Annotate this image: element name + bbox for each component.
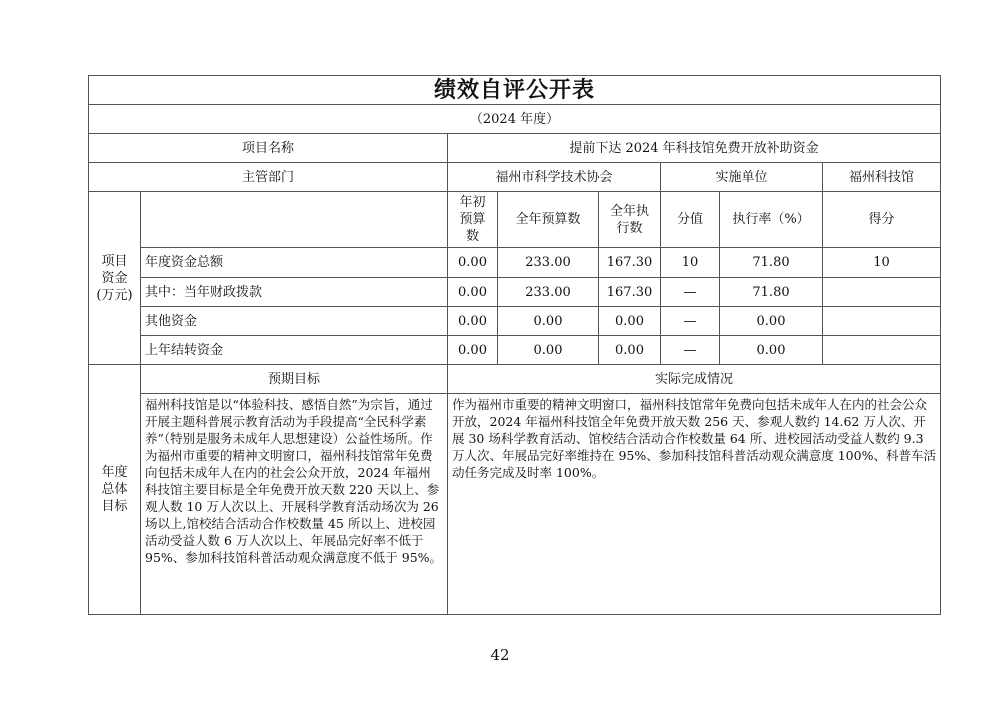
funds-label-line: (万元) — [96, 287, 133, 303]
cell-score — [823, 278, 941, 307]
cell-rate: 0.00 — [720, 336, 823, 365]
header-initial-budget — [448, 192, 498, 248]
cell-annual: 0.00 — [498, 307, 599, 336]
goals-label-line: 年度 — [101, 465, 128, 480]
goals-label-line: 目标 — [101, 499, 128, 514]
header-score-value: 分值 — [661, 192, 720, 248]
dept-label: 主管部门 — [89, 163, 448, 192]
cell-score — [823, 336, 941, 365]
cell-executed: 167.30 — [599, 278, 661, 307]
header-line: 行数 — [616, 220, 643, 236]
cell-score-value: — — [661, 307, 720, 336]
cell-annual: 233.00 — [498, 278, 599, 307]
cell-executed: 167.30 — [599, 248, 661, 278]
table-row — [89, 278, 941, 307]
cell-initial: 0.00 — [448, 336, 498, 365]
cell-initial: 0.00 — [448, 307, 498, 336]
goals-section-label — [89, 365, 141, 615]
table-row — [89, 307, 941, 336]
project-name-value: 提前下达 2024 年科技馆免费开放补助资金 — [448, 134, 941, 163]
cell-executed: 0.00 — [599, 307, 661, 336]
table-title: 绩效自评公开表 — [89, 76, 941, 105]
year-label: （2024 年度） — [89, 105, 941, 134]
cell-initial: 0.00 — [448, 278, 498, 307]
performance-self-evaluation-table — [88, 75, 941, 615]
funds-section-label — [89, 192, 141, 365]
expected-goal-header: 预期目标 — [141, 365, 448, 394]
row-label: 年度资金总额 — [141, 248, 448, 278]
header-line: 预算 — [459, 212, 486, 227]
actual-completion-text: 作为福州市重要的精神文明窗口，福州科技馆常年免费向包括未成年人在内的社会公众开放，2024 年福州科技馆全年免费开放天数 256 天、参观人数约 14.62 万人次、开展 30 场科学教育活动、馆校结合活动合作校数量 64 所、进校园活动受益人数约 9.3 万人次、年展品完好率维持在 95%、参加科技馆科普活动观众满意度 100%、科普车活动任务完成及时率 100%。 — [448, 394, 941, 615]
header-line: 全年执 — [609, 203, 649, 219]
project-name-label: 项目名称 — [89, 134, 448, 163]
cell-executed: 0.00 — [599, 336, 661, 365]
actual-completion-header: 实际完成情况 — [448, 365, 941, 394]
dept-value: 福州市科学技术协会 — [448, 163, 661, 192]
page-number: 42 — [490, 646, 510, 664]
cell-annual: 233.00 — [498, 248, 599, 278]
cell-score: 10 — [823, 248, 941, 278]
funds-header-blank — [141, 192, 448, 248]
row-label: 其中：当年财政拨款 — [141, 278, 448, 307]
table-row — [89, 248, 941, 278]
cell-initial: 0.00 — [448, 248, 498, 278]
header-line: 数 — [465, 229, 479, 244]
header-line: 年初 — [459, 195, 486, 210]
cell-rate: 71.80 — [720, 278, 823, 307]
cell-score-value: — — [661, 336, 720, 365]
header-score: 得分 — [823, 192, 941, 248]
funds-label-line: 项目 — [101, 253, 128, 269]
header-execution-rate: 执行率（%） — [720, 192, 823, 248]
impl-label: 实施单位 — [661, 163, 823, 192]
cell-score — [823, 307, 941, 336]
cell-rate: 71.80 — [720, 248, 823, 278]
header-annual-budget: 全年预算数 — [498, 192, 599, 248]
row-label: 其他资金 — [141, 307, 448, 336]
impl-value: 福州科技馆 — [823, 163, 941, 192]
cell-rate: 0.00 — [720, 307, 823, 336]
row-label: 上年结转资金 — [141, 336, 448, 365]
expected-goal-text: 福州科技馆是以“体验科技、感悟自然”为宗旨，通过开展主题科普展示教育活动为手段提高“全民科学素养”（特别是服务未成年人思想建设）公益性场所。作为福州市重要的精神文明窗口，福州科技馆常年免费向包括未成年人在内的社会公众开放，2024 年福州科技馆主要目标是全年免费开放天数 220 天以上、参观人数 10 万人次以上、开展科学教育活动场次为 26 场以上,馆校结合活动合作校数量 45 所以上、进校园活动受益人数 6 万人次以上、年展品完好率不低于 95%、参加科技馆科普活动观众满意度不低于 95%。 — [141, 394, 448, 615]
table-row — [89, 336, 941, 365]
cell-score-value: 10 — [661, 248, 720, 278]
header-annual-executed — [599, 192, 661, 248]
goals-label-line: 总体 — [101, 482, 128, 497]
funds-label-line: 资金 — [101, 270, 128, 286]
cell-annual: 0.00 — [498, 336, 599, 365]
cell-score-value: — — [661, 278, 720, 307]
